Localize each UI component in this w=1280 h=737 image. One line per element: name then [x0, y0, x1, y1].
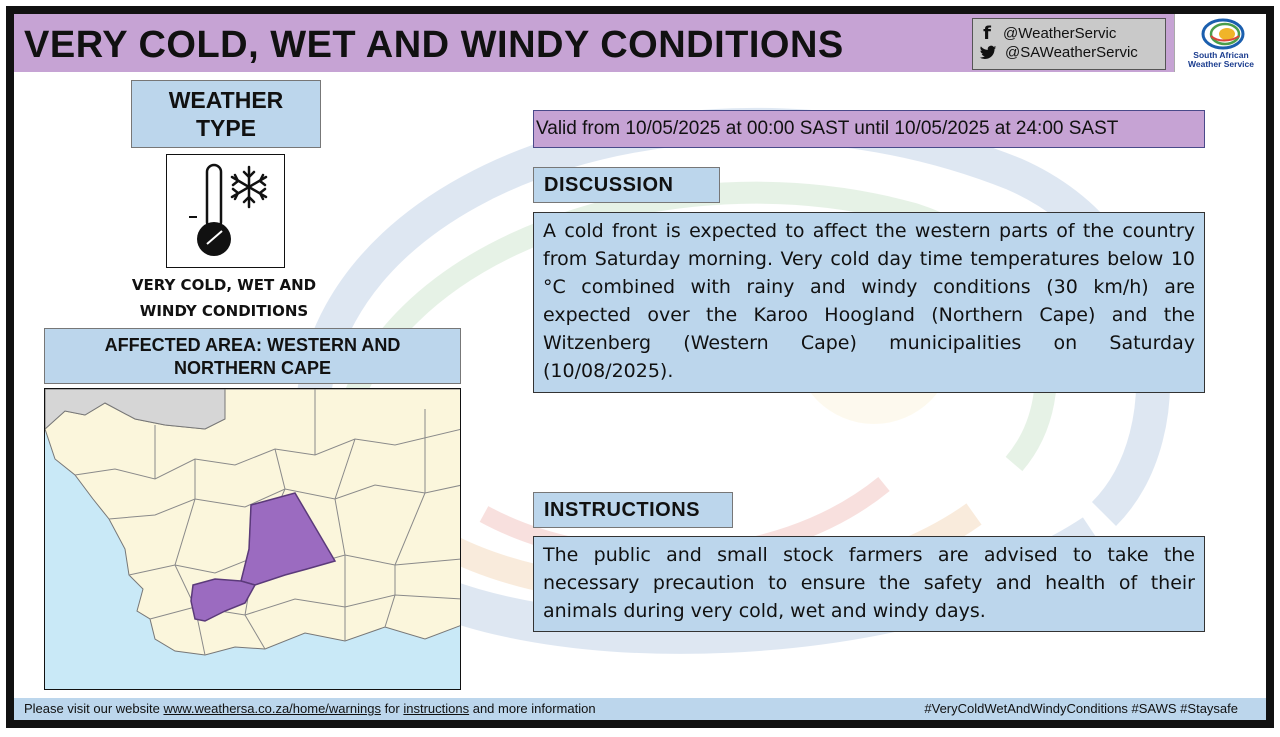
weather-type-caption [124, 272, 324, 324]
footer-middle: for [380, 701, 404, 716]
affected-area-line1: AFFECTED AREA: WESTERN AND [104, 335, 401, 355]
warning-poster [6, 6, 1274, 728]
thermometer-snowflake-icon [167, 155, 286, 269]
validity-period: Valid from 10/05/2025 at 00:00 SAST until 10/05/2025 at 24:00 SAST [533, 110, 1205, 148]
warnings-website-link[interactable]: www.weathersa.co.za/home/warnings [163, 701, 381, 716]
weather-type-heading [131, 80, 321, 148]
saws-logo-emblem [1175, 14, 1267, 52]
twitter-icon [979, 45, 997, 61]
footer-hashtags: #VeryColdWetAndWindyConditions #SAWS #Staysafe [924, 701, 1238, 716]
discussion-text: A cold front is expected to affect the western parts of the country from Saturday morning. Very cold day time temperatures below 10 °C combined with rainy and windy conditions (30 km/h) are expected over the Karoo Hoogland (Northern Cape) and the Witzenberg (Western Cape) municipalities on Saturday (10/08/2025). [533, 212, 1205, 393]
saws-logo-text [1175, 51, 1267, 69]
facebook-row[interactable] [979, 23, 1116, 44]
logo-text-line2: Weather Service [1188, 59, 1254, 69]
warning-title: VERY COLD, WET AND WINDY CONDITIONS [24, 24, 844, 66]
twitter-row[interactable] [979, 44, 1138, 61]
weather-type-icon-box [166, 154, 285, 268]
saws-logo [1174, 14, 1266, 72]
weather-type-caption-line1: VERY COLD, WET AND [131, 276, 317, 294]
instructions-link[interactable]: instructions [403, 701, 470, 716]
footer-suffix: and more information [469, 701, 596, 716]
affected-area-line2: NORTHERN CAPE [173, 358, 331, 378]
footer-prefix: Please visit our website [24, 701, 164, 716]
facebook-handle: @WeatherServic [1003, 25, 1117, 42]
header-bar [14, 14, 1266, 72]
municipality-map [45, 389, 461, 690]
facebook-icon: f [983, 23, 991, 44]
weather-type-heading-line2: TYPE [195, 115, 257, 141]
weather-type-caption-line2: WINDY CONDITIONS [139, 302, 309, 320]
footer-website-note [24, 698, 596, 720]
twitter-handle: @SAWeatherServic [1005, 44, 1138, 61]
instructions-heading: INSTRUCTIONS [533, 492, 733, 528]
instructions-text: The public and small stock farmers are advised to take the necessary precaution to ensure the safety and health of their animals during very cold, wet and windy days. [533, 536, 1205, 632]
discussion-heading: DISCUSSION [533, 167, 720, 203]
affected-area-map [44, 388, 461, 690]
footer-bar [14, 698, 1266, 720]
weather-type-heading-line1: WEATHER [168, 87, 284, 113]
affected-area-heading [44, 328, 461, 384]
logo-text-line1: South African [1193, 50, 1249, 60]
social-handles [972, 18, 1166, 70]
